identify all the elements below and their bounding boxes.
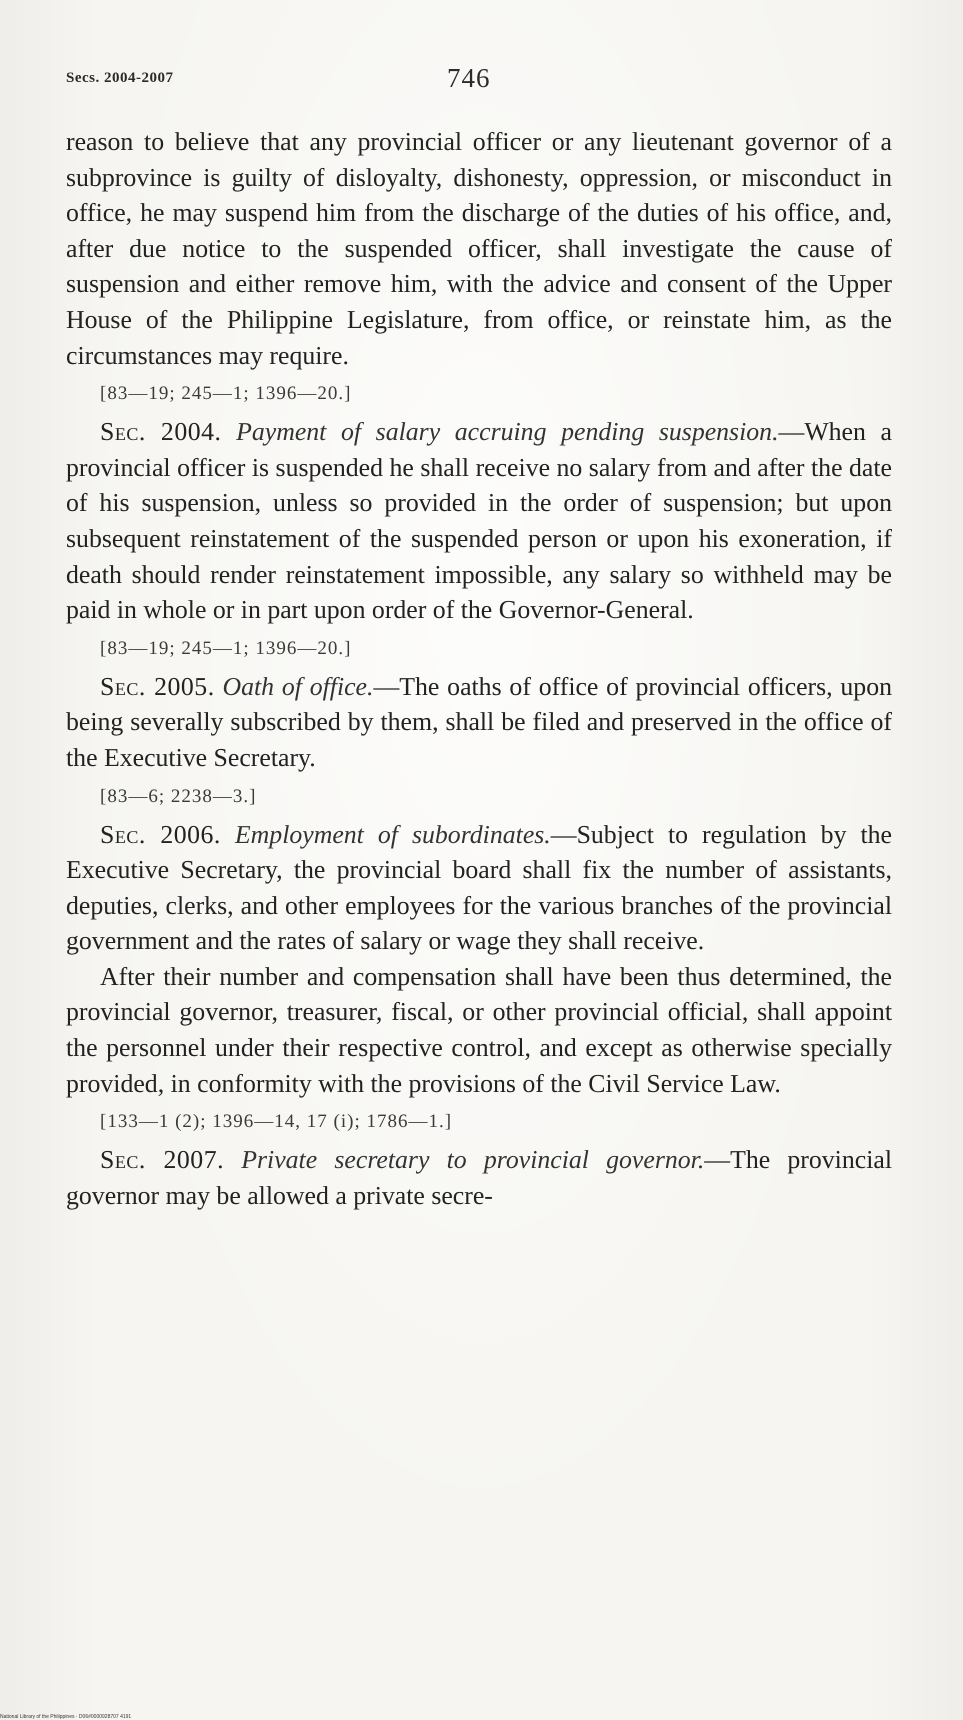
citation: [133—1 (2); 1396—14, 17 (i); 1786—1.] xyxy=(100,1111,453,1133)
section-label: Sec. 2007. xyxy=(100,1145,225,1175)
paragraph-continuation: reason to believe that any provincial officer or any lieutenant governor of a subprovince is guilty of disloyalty, dishonesty, oppression, or misconduct in office, he may suspend him from the discharge of the duties of his office, and, after due notice to the suspended officer, shall investigate the cause of suspension and either remove him, with the advice and consent of the Upper House of the Philippine Legislature, from office, or reinstate him, as the circumstances may require. xyxy=(66,127,892,370)
citation: [83—19; 245—1; 1396—20.] xyxy=(100,637,352,659)
section-title: Oath of office. xyxy=(222,671,374,701)
section-label: Sec. 2004. xyxy=(100,417,222,447)
section-2004 xyxy=(66,414,892,628)
section-2006-paragraph-2: After their number and compensation shall have been thus determined, the provincial governor, treasurer, fiscal, or other provincial official, shall appoint the personnel under their respective control, and except as otherwise specially provided, in conformity with the provisions of the Civil Service Law. xyxy=(66,961,892,1098)
section-range: Secs. 2004-2007 xyxy=(66,70,174,86)
running-head xyxy=(66,63,897,96)
body-text xyxy=(66,124,892,1213)
section-2006 xyxy=(66,817,892,959)
scan-footer-text: National Library of the Philippines · D06#0000928707 4191 xyxy=(0,1714,132,1720)
section-title: Employment of subordinates. xyxy=(234,819,551,849)
section-text: —The provincial governor may be allowed a private secre- xyxy=(66,1145,892,1210)
page-number: 746 xyxy=(447,63,491,93)
section-title: Private secretary to provincial governor. xyxy=(241,1145,705,1175)
section-2007 xyxy=(66,1142,892,1213)
section-text: —When a provincial officer is suspended he shall receive no salary from and after the date of his suspension, unless so provided in the order of suspension; but upon subsequent reinstatement of the suspended person or upon his exoneration, if death should render reinstatement impossible, any salary so withheld may be paid in whole or in part upon order of the Governor-General. xyxy=(66,417,892,625)
citation: [83—6; 2238—3.] xyxy=(100,785,257,807)
section-2005 xyxy=(66,669,892,776)
citation: [83—19; 245—1; 1396—20.] xyxy=(100,383,352,405)
section-text: —Subject to regulation by the Executive Secretary, the provincial board shall fix the number of assistants, deputies, clerks, and other employees for the various branches of the provincial government and the rates of salary or wage they shall receive. xyxy=(66,819,893,956)
section-title: Payment of salary accruing pending suspension. xyxy=(236,417,779,447)
section-label: Sec. 2006. xyxy=(100,819,221,849)
section-text: —The oaths of office of provincial officers, upon being severally subscribed by them, shall be filed and preserved in the office of the Executive Secretary. xyxy=(66,671,893,772)
section-label: Sec. 2005. xyxy=(100,671,215,701)
